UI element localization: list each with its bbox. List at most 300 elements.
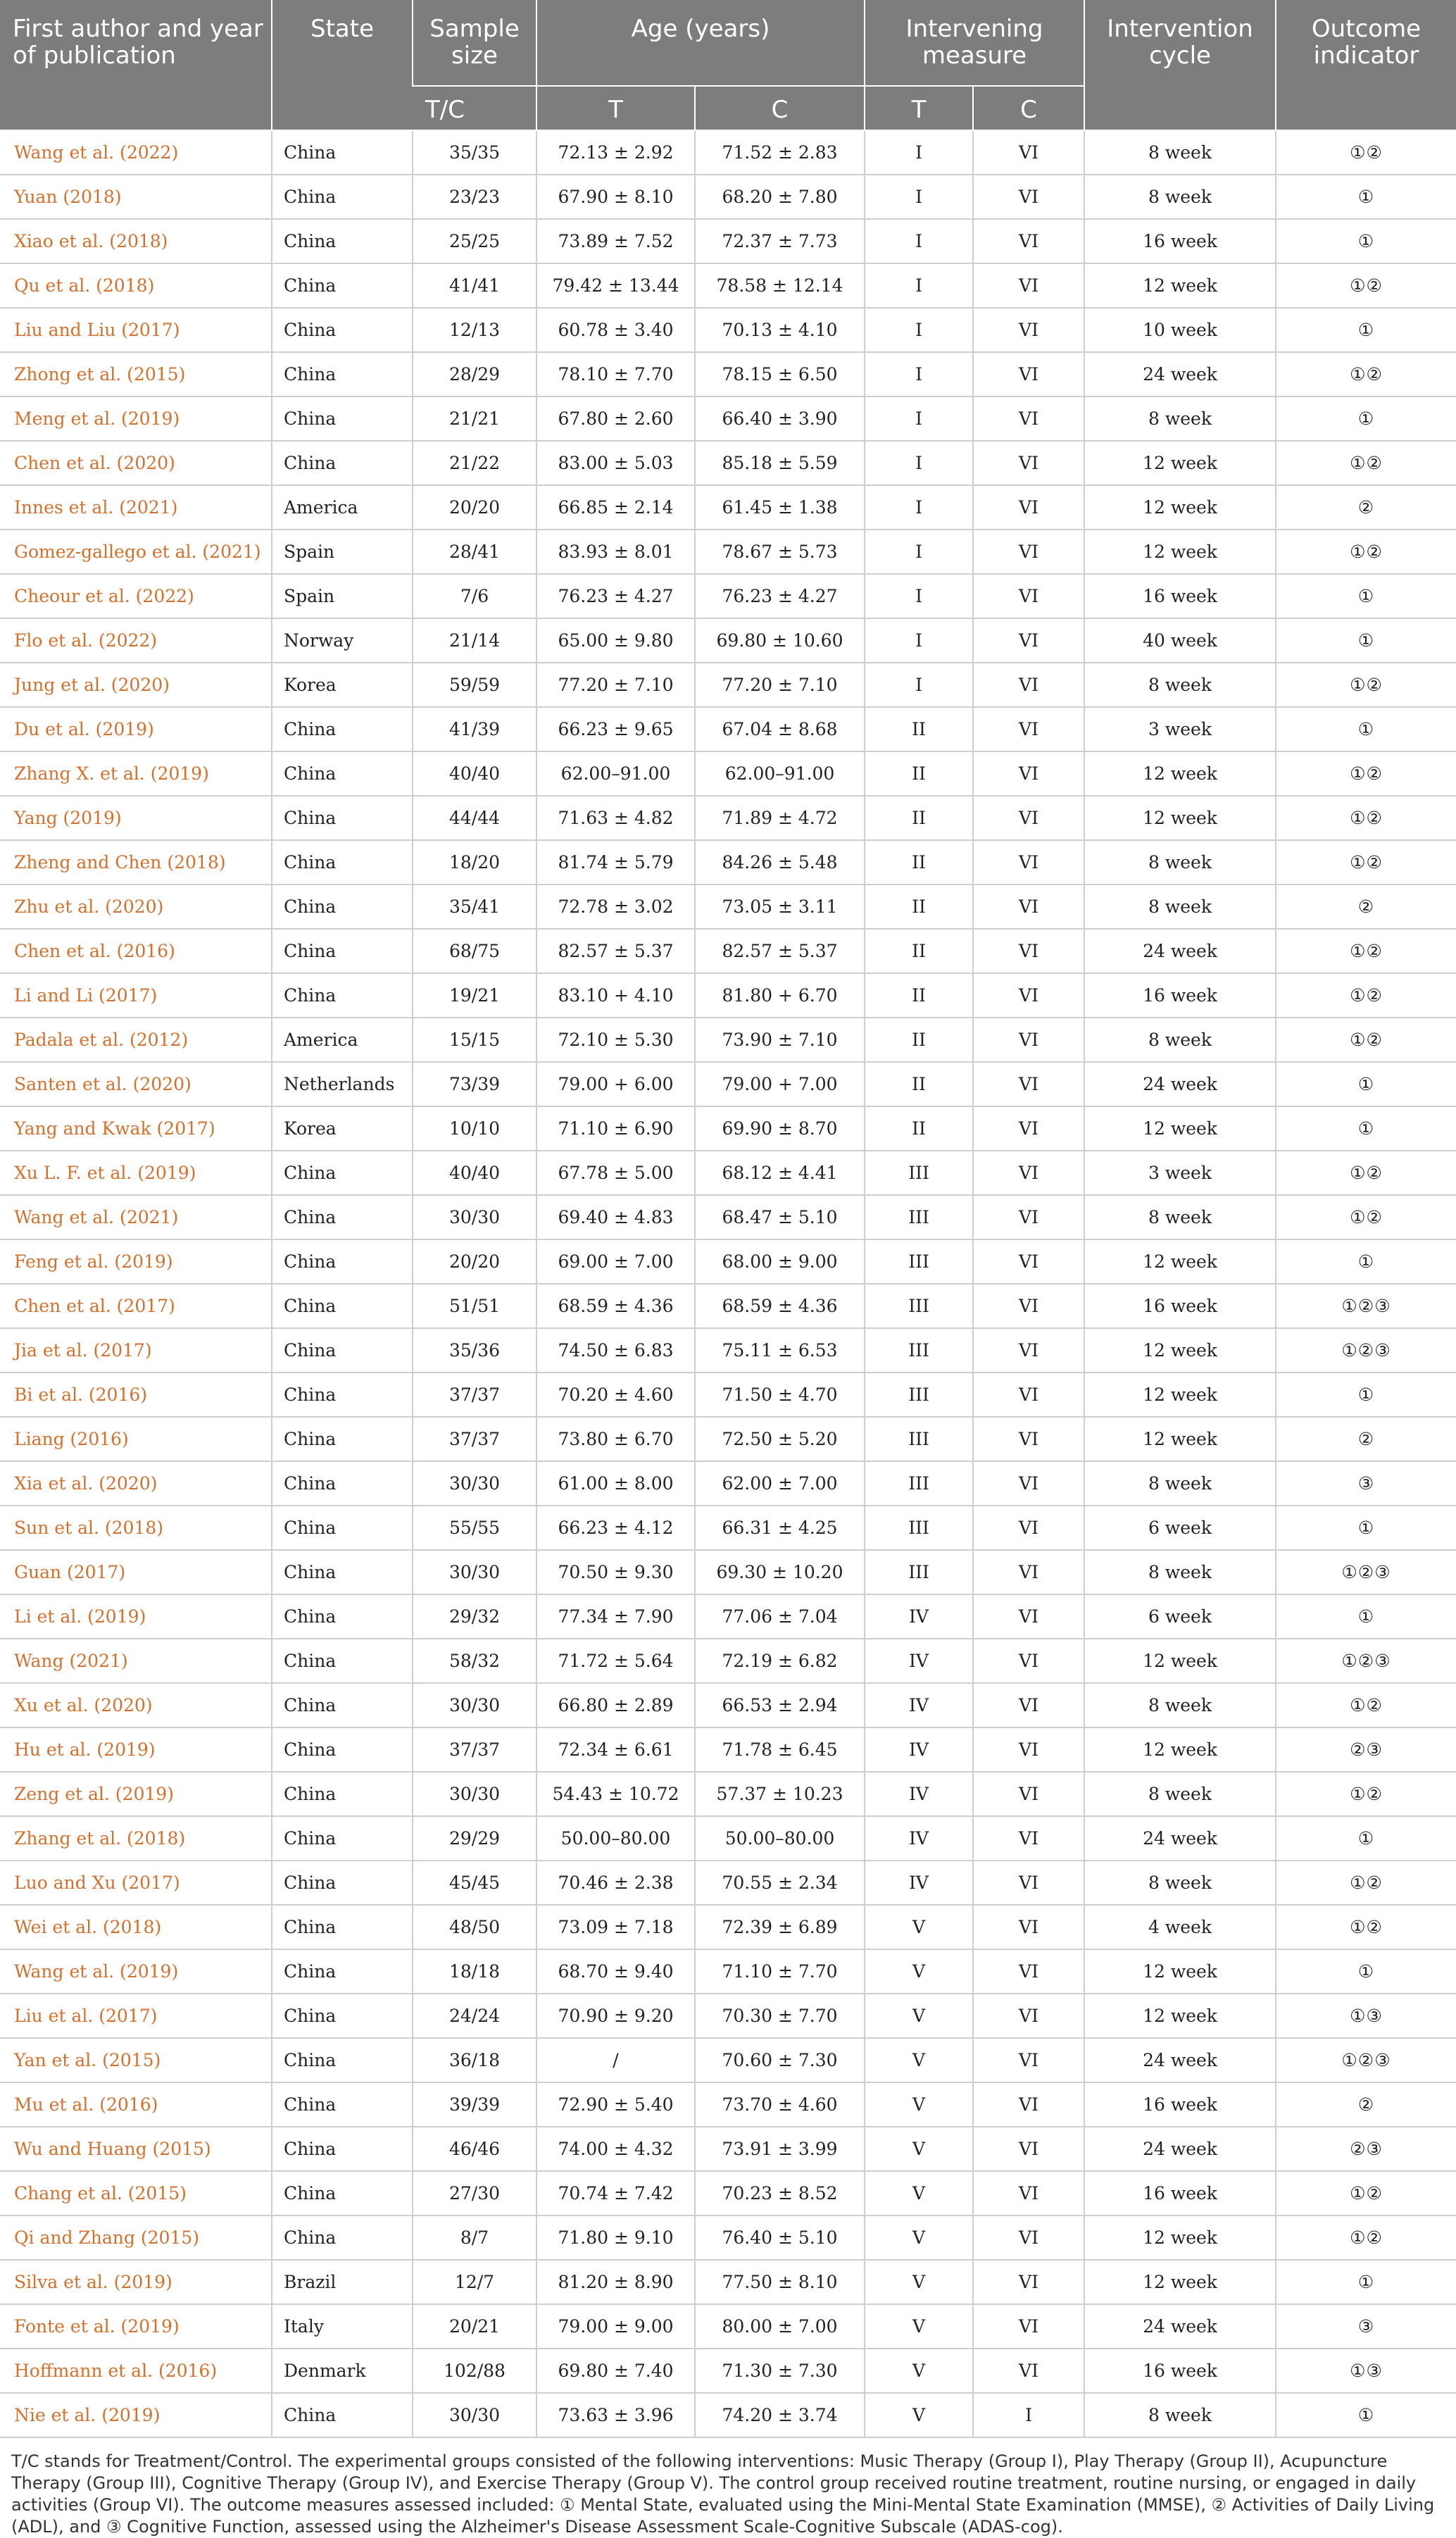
age-c-cell: 71.50 ± 4.70 — [695, 1373, 865, 1417]
age-t-cell: 71.63 ± 4.82 — [536, 796, 695, 840]
table-row — [0, 618, 1456, 663]
outcome-cell: ① — [1276, 2393, 1456, 2437]
table-row — [0, 1816, 1456, 1861]
measure-c-cell: VI — [973, 2349, 1084, 2393]
cycle-cell: 8 week — [1084, 175, 1276, 219]
measure-t-cell: V — [865, 2393, 973, 2437]
outcome-cell: ① — [1276, 2260, 1456, 2304]
sample-size-cell: 18/18 — [413, 1949, 536, 1994]
measure-c-cell: VI — [973, 1683, 1084, 1727]
cycle-cell: 8 week — [1084, 396, 1276, 441]
measure-t-cell: V — [865, 2349, 973, 2393]
outcome-cell: ① — [1276, 396, 1456, 441]
measure-t-cell: III — [865, 1550, 973, 1594]
sample-size-cell: 10/10 — [413, 1106, 536, 1151]
sample-size-cell: 55/55 — [413, 1506, 536, 1550]
age-t-cell: 61.00 ± 8.00 — [536, 1461, 695, 1506]
author-cell[interactable]: Wang (2021) — [0, 1639, 272, 1683]
sample-size-cell: 28/41 — [413, 530, 536, 574]
table-row — [0, 1772, 1456, 1816]
state-cell: China — [272, 1861, 413, 1905]
measure-t-cell: II — [865, 840, 973, 884]
measure-c-cell: VI — [973, 1018, 1084, 1062]
sample-size-cell: 44/44 — [413, 796, 536, 840]
sample-size-cell: 20/20 — [413, 485, 536, 530]
state-cell: China — [272, 175, 413, 219]
measure-c-cell: VI — [973, 1062, 1084, 1106]
outcome-cell: ②③ — [1276, 1727, 1456, 1772]
state-cell: China — [272, 352, 413, 396]
outcome-cell: ③ — [1276, 2304, 1456, 2349]
author-cell[interactable]: Silva et al. (2019) — [0, 2260, 272, 2304]
cycle-cell: 8 week — [1084, 1195, 1276, 1239]
author-cell[interactable]: Li et al. (2019) — [0, 1594, 272, 1639]
age-t-cell: 70.50 ± 9.30 — [536, 1550, 695, 1594]
sample-size-cell: 23/23 — [413, 175, 536, 219]
cycle-cell: 24 week — [1084, 2038, 1276, 2082]
measure-t-cell: IV — [865, 1683, 973, 1727]
age-c-cell: 68.20 ± 7.80 — [695, 175, 865, 219]
author-cell[interactable]: Xu L. F. et al. (2019) — [0, 1151, 272, 1195]
table-row — [0, 884, 1456, 929]
cycle-cell: 12 week — [1084, 2215, 1276, 2260]
table-row — [0, 396, 1456, 441]
table-row — [0, 2215, 1456, 2260]
outcome-cell: ①② — [1276, 130, 1456, 175]
age-t-cell: 73.09 ± 7.18 — [536, 1905, 695, 1949]
age-c-cell: 68.59 ± 4.36 — [695, 1284, 865, 1328]
author-cell[interactable]: Liu et al. (2017) — [0, 1994, 272, 2038]
author-cell[interactable]: Qu et al. (2018) — [0, 263, 272, 308]
measure-t-cell: III — [865, 1151, 973, 1195]
author-cell[interactable]: Innes et al. (2021) — [0, 485, 272, 530]
header-age-t: T — [536, 86, 695, 130]
measure-c-cell: VI — [973, 1373, 1084, 1417]
author-cell[interactable]: Chen et al. (2017) — [0, 1284, 272, 1328]
age-c-cell: 61.45 ± 1.38 — [695, 485, 865, 530]
cycle-cell: 16 week — [1084, 2349, 1276, 2393]
age-t-cell: 60.78 ± 3.40 — [536, 308, 695, 352]
outcome-cell: ① — [1276, 1506, 1456, 1550]
author-cell[interactable]: Fonte et al. (2019) — [0, 2304, 272, 2349]
sample-size-cell: 25/25 — [413, 219, 536, 263]
measure-t-cell: I — [865, 263, 973, 308]
cycle-cell: 3 week — [1084, 1151, 1276, 1195]
table-row — [0, 707, 1456, 751]
state-cell: China — [272, 751, 413, 796]
measure-c-cell: VI — [973, 2260, 1084, 2304]
age-t-cell: 62.00–91.00 — [536, 751, 695, 796]
sample-size-cell: 46/46 — [413, 2127, 536, 2171]
measure-c-cell: VI — [973, 707, 1084, 751]
state-cell: China — [272, 1683, 413, 1727]
age-c-cell: 76.23 ± 4.27 — [695, 574, 865, 618]
cycle-cell: 16 week — [1084, 219, 1276, 263]
cycle-cell: 12 week — [1084, 796, 1276, 840]
outcome-cell: ①② — [1276, 796, 1456, 840]
table-row — [0, 1550, 1456, 1594]
measure-c-cell: VI — [973, 1905, 1084, 1949]
author-cell[interactable]: Wang et al. (2021) — [0, 1195, 272, 1239]
table-row — [0, 485, 1456, 530]
state-cell: China — [272, 1816, 413, 1861]
measure-c-cell: VI — [973, 840, 1084, 884]
measure-t-cell: III — [865, 1284, 973, 1328]
measure-c-cell: VI — [973, 263, 1084, 308]
outcome-cell: ①②③ — [1276, 2038, 1456, 2082]
header-sample-size: Sample size — [413, 0, 536, 86]
outcome-cell: ① — [1276, 707, 1456, 751]
state-cell: China — [272, 1639, 413, 1683]
cycle-cell: 24 week — [1084, 2127, 1276, 2171]
table-row — [0, 1195, 1456, 1239]
age-c-cell: 70.60 ± 7.30 — [695, 2038, 865, 2082]
cycle-cell: 8 week — [1084, 1461, 1276, 1506]
author-cell[interactable]: Zhong et al. (2015) — [0, 352, 272, 396]
age-c-cell: 79.00 + 7.00 — [695, 1062, 865, 1106]
measure-t-cell: V — [865, 1949, 973, 1994]
author-cell[interactable]: Chen et al. (2020) — [0, 441, 272, 485]
author-cell[interactable]: Gomez-gallego et al. (2021) — [0, 530, 272, 574]
author-cell[interactable]: Yang (2019) — [0, 796, 272, 840]
cycle-cell: 16 week — [1084, 1284, 1276, 1328]
age-c-cell: 82.57 ± 5.37 — [695, 929, 865, 973]
age-c-cell: 75.11 ± 6.53 — [695, 1328, 865, 1373]
measure-t-cell: V — [865, 2127, 973, 2171]
outcome-cell: ②③ — [1276, 2127, 1456, 2171]
state-cell: China — [272, 2171, 413, 2215]
state-cell: China — [272, 263, 413, 308]
measure-t-cell: I — [865, 485, 973, 530]
age-t-cell: 67.78 ± 5.00 — [536, 1151, 695, 1195]
measure-c-cell: VI — [973, 929, 1084, 973]
measure-c-cell: VI — [973, 574, 1084, 618]
author-cell[interactable]: Liu and Liu (2017) — [0, 308, 272, 352]
measure-c-cell: VI — [973, 1284, 1084, 1328]
age-c-cell: 84.26 ± 5.48 — [695, 840, 865, 884]
author-cell[interactable]: Jia et al. (2017) — [0, 1328, 272, 1373]
cycle-cell: 12 week — [1084, 1106, 1276, 1151]
cycle-cell: 24 week — [1084, 1062, 1276, 1106]
author-cell[interactable]: Meng et al. (2019) — [0, 396, 272, 441]
age-c-cell: 74.20 ± 3.74 — [695, 2393, 865, 2437]
outcome-cell: ①② — [1276, 2171, 1456, 2215]
measure-c-cell: VI — [973, 1328, 1084, 1373]
age-t-cell: 74.00 ± 4.32 — [536, 2127, 695, 2171]
author-cell[interactable]: Xia et al. (2020) — [0, 1461, 272, 1506]
age-c-cell: 71.78 ± 6.45 — [695, 1727, 865, 1772]
measure-t-cell: II — [865, 1106, 973, 1151]
measure-t-cell: II — [865, 1062, 973, 1106]
measure-c-cell: VI — [973, 1639, 1084, 1683]
age-t-cell: 54.43 ± 10.72 — [536, 1772, 695, 1816]
cycle-cell: 8 week — [1084, 663, 1276, 707]
outcome-cell: ② — [1276, 485, 1456, 530]
table-row — [0, 1151, 1456, 1195]
table-row — [0, 2393, 1456, 2437]
age-c-cell: 62.00–91.00 — [695, 751, 865, 796]
table-row — [0, 1639, 1456, 1683]
age-t-cell: 72.10 ± 5.30 — [536, 1018, 695, 1062]
age-t-cell: 67.90 ± 8.10 — [536, 175, 695, 219]
cycle-cell: 10 week — [1084, 308, 1276, 352]
author-cell[interactable]: Zeng et al. (2019) — [0, 1772, 272, 1816]
state-cell: China — [272, 1417, 413, 1461]
age-t-cell: 83.93 ± 8.01 — [536, 530, 695, 574]
author-cell[interactable]: Bi et al. (2016) — [0, 1373, 272, 1417]
age-c-cell: 69.90 ± 8.70 — [695, 1106, 865, 1151]
author-cell[interactable]: Yan et al. (2015) — [0, 2038, 272, 2082]
state-cell: China — [272, 1284, 413, 1328]
measure-c-cell: VI — [973, 751, 1084, 796]
age-c-cell: 68.47 ± 5.10 — [695, 1195, 865, 1239]
state-cell: China — [272, 973, 413, 1018]
measure-t-cell: IV — [865, 1594, 973, 1639]
sample-size-cell: 30/30 — [413, 1550, 536, 1594]
sample-size-cell: 37/37 — [413, 1373, 536, 1417]
author-cell[interactable]: Chen et al. (2016) — [0, 929, 272, 973]
cycle-cell: 12 week — [1084, 441, 1276, 485]
table-row — [0, 1949, 1456, 1994]
author-cell[interactable]: Wang et al. (2019) — [0, 1949, 272, 1994]
author-cell[interactable]: Flo et al. (2022) — [0, 618, 272, 663]
sample-size-cell: 45/45 — [413, 1861, 536, 1905]
age-c-cell: 78.58 ± 12.14 — [695, 263, 865, 308]
table-row — [0, 1106, 1456, 1151]
measure-c-cell: VI — [973, 884, 1084, 929]
outcome-cell: ① — [1276, 1816, 1456, 1861]
author-cell[interactable]: Hoffmann et al. (2016) — [0, 2349, 272, 2393]
table-row — [0, 2349, 1456, 2393]
state-cell: China — [272, 884, 413, 929]
table-row — [0, 751, 1456, 796]
cycle-cell: 24 week — [1084, 1816, 1276, 1861]
age-t-cell: 66.23 ± 9.65 — [536, 707, 695, 751]
author-cell[interactable]: Xu et al. (2020) — [0, 1683, 272, 1727]
author-cell[interactable]: Nie et al. (2019) — [0, 2393, 272, 2437]
sample-size-cell: 58/32 — [413, 1639, 536, 1683]
age-c-cell: 78.15 ± 6.50 — [695, 352, 865, 396]
table-row — [0, 1506, 1456, 1550]
table-row — [0, 1994, 1456, 2038]
table-row — [0, 2260, 1456, 2304]
measure-c-cell: VI — [973, 2304, 1084, 2349]
outcome-cell: ①② — [1276, 1905, 1456, 1949]
measure-c-cell: VI — [973, 1461, 1084, 1506]
cycle-cell: 12 week — [1084, 2260, 1276, 2304]
author-cell[interactable]: Zhang et al. (2018) — [0, 1816, 272, 1861]
state-cell: China — [272, 2082, 413, 2127]
author-cell[interactable]: Luo and Xu (2017) — [0, 1861, 272, 1905]
measure-c-cell: VI — [973, 2171, 1084, 2215]
author-cell[interactable]: Zheng and Chen (2018) — [0, 840, 272, 884]
age-c-cell: 73.05 ± 3.11 — [695, 884, 865, 929]
measure-t-cell: I — [865, 308, 973, 352]
table-body — [0, 130, 1456, 2437]
cycle-cell: 12 week — [1084, 1373, 1276, 1417]
author-cell[interactable]: Padala et al. (2012) — [0, 1018, 272, 1062]
outcome-cell: ① — [1276, 1239, 1456, 1284]
age-t-cell: 81.74 ± 5.79 — [536, 840, 695, 884]
sample-size-cell: 29/32 — [413, 1594, 536, 1639]
measure-t-cell: II — [865, 707, 973, 751]
state-cell: China — [272, 1506, 413, 1550]
age-t-cell: 68.70 ± 9.40 — [536, 1949, 695, 1994]
outcome-cell: ①② — [1276, 352, 1456, 396]
state-cell: China — [272, 1461, 413, 1506]
author-cell[interactable]: Sun et al. (2018) — [0, 1506, 272, 1550]
state-cell: Denmark — [272, 2349, 413, 2393]
age-t-cell: 69.80 ± 7.40 — [536, 2349, 695, 2393]
measure-t-cell: III — [865, 1328, 973, 1373]
header-intervening-measure: Intervening measure — [865, 0, 1084, 86]
author-cell[interactable]: Du et al. (2019) — [0, 707, 272, 751]
age-t-cell: 71.80 ± 9.10 — [536, 2215, 695, 2260]
measure-t-cell: III — [865, 1239, 973, 1284]
measure-t-cell: V — [865, 1905, 973, 1949]
author-cell[interactable]: Santen et al. (2020) — [0, 1062, 272, 1106]
author-cell[interactable]: Feng et al. (2019) — [0, 1239, 272, 1284]
table-row — [0, 1417, 1456, 1461]
author-cell[interactable]: Yuan (2018) — [0, 175, 272, 219]
age-c-cell: 78.67 ± 5.73 — [695, 530, 865, 574]
table-row — [0, 175, 1456, 219]
author-cell[interactable]: Mu et al. (2016) — [0, 2082, 272, 2127]
measure-t-cell: V — [865, 2082, 973, 2127]
author-cell[interactable]: Zhu et al. (2020) — [0, 884, 272, 929]
author-cell[interactable]: Chang et al. (2015) — [0, 2171, 272, 2215]
cycle-cell: 12 week — [1084, 1417, 1276, 1461]
outcome-cell: ① — [1276, 219, 1456, 263]
age-t-cell: 73.89 ± 7.52 — [536, 219, 695, 263]
outcome-cell: ①② — [1276, 1683, 1456, 1727]
measure-t-cell: V — [865, 2171, 973, 2215]
measure-t-cell: I — [865, 574, 973, 618]
author-cell[interactable]: Hu et al. (2019) — [0, 1727, 272, 1772]
cycle-cell: 12 week — [1084, 1239, 1276, 1284]
outcome-cell: ①② — [1276, 441, 1456, 485]
author-cell[interactable]: Qi and Zhang (2015) — [0, 2215, 272, 2260]
age-t-cell: 81.20 ± 8.90 — [536, 2260, 695, 2304]
age-c-cell: 77.06 ± 7.04 — [695, 1594, 865, 1639]
state-cell: China — [272, 396, 413, 441]
measure-t-cell: II — [865, 751, 973, 796]
measure-t-cell: I — [865, 175, 973, 219]
age-c-cell: 66.40 ± 3.90 — [695, 396, 865, 441]
state-cell: China — [272, 308, 413, 352]
age-t-cell: 70.46 ± 2.38 — [536, 1861, 695, 1905]
cycle-cell: 8 week — [1084, 130, 1276, 175]
sample-size-cell: 8/7 — [413, 2215, 536, 2260]
age-c-cell: 66.53 ± 2.94 — [695, 1683, 865, 1727]
measure-t-cell: II — [865, 796, 973, 840]
outcome-cell: ①② — [1276, 663, 1456, 707]
table-row — [0, 530, 1456, 574]
outcome-cell: ①② — [1276, 530, 1456, 574]
age-t-cell: 70.20 ± 4.60 — [536, 1373, 695, 1417]
measure-t-cell: I — [865, 530, 973, 574]
author-cell[interactable]: Liang (2016) — [0, 1417, 272, 1461]
outcome-cell: ① — [1276, 1373, 1456, 1417]
sample-size-cell: 36/18 — [413, 2038, 536, 2082]
measure-c-cell: VI — [973, 1949, 1084, 1994]
age-t-cell: 72.13 ± 2.92 — [536, 130, 695, 175]
sample-size-cell: 30/30 — [413, 1195, 536, 1239]
outcome-cell: ①② — [1276, 1861, 1456, 1905]
state-cell: China — [272, 929, 413, 973]
measure-c-cell: VI — [973, 1772, 1084, 1816]
author-cell[interactable]: Wu and Huang (2015) — [0, 2127, 272, 2171]
table-row — [0, 2304, 1456, 2349]
author-cell[interactable]: Wei et al. (2018) — [0, 1905, 272, 1949]
cycle-cell: 12 week — [1084, 485, 1276, 530]
author-cell[interactable]: Zhang X. et al. (2019) — [0, 751, 272, 796]
cycle-cell: 16 week — [1084, 574, 1276, 618]
author-cell[interactable]: Yang and Kwak (2017) — [0, 1106, 272, 1151]
outcome-cell: ①② — [1276, 973, 1456, 1018]
outcome-cell: ①③ — [1276, 2349, 1456, 2393]
cycle-cell: 24 week — [1084, 929, 1276, 973]
sample-size-cell: 35/35 — [413, 130, 536, 175]
sample-size-cell: 20/20 — [413, 1239, 536, 1284]
outcome-cell: ① — [1276, 1594, 1456, 1639]
cycle-cell: 12 week — [1084, 530, 1276, 574]
table-row — [0, 2127, 1456, 2171]
age-t-cell: 66.80 ± 2.89 — [536, 1683, 695, 1727]
sample-size-cell: 21/22 — [413, 441, 536, 485]
sample-size-cell: 24/24 — [413, 1994, 536, 2038]
age-c-cell: 80.00 ± 7.00 — [695, 2304, 865, 2349]
author-cell[interactable]: Wang et al. (2022) — [0, 130, 272, 175]
measure-t-cell: I — [865, 663, 973, 707]
sample-size-cell: 37/37 — [413, 1727, 536, 1772]
outcome-cell: ①②③ — [1276, 1550, 1456, 1594]
state-cell: China — [272, 130, 413, 175]
measure-t-cell: III — [865, 1461, 973, 1506]
sample-size-cell: 27/30 — [413, 2171, 536, 2215]
measure-t-cell: I — [865, 130, 973, 175]
table-row — [0, 1861, 1456, 1905]
age-t-cell: 71.72 ± 5.64 — [536, 1639, 695, 1683]
sample-size-cell: 51/51 — [413, 1284, 536, 1328]
outcome-cell: ①② — [1276, 1018, 1456, 1062]
age-c-cell: 85.18 ± 5.59 — [695, 441, 865, 485]
author-cell[interactable]: Jung et al. (2020) — [0, 663, 272, 707]
state-cell: China — [272, 1949, 413, 1994]
age-t-cell: 77.20 ± 7.10 — [536, 663, 695, 707]
cycle-cell: 24 week — [1084, 2304, 1276, 2349]
state-cell: Korea — [272, 1106, 413, 1151]
state-cell: China — [272, 219, 413, 263]
age-t-cell: 76.23 ± 4.27 — [536, 574, 695, 618]
author-cell[interactable]: Cheour et al. (2022) — [0, 574, 272, 618]
outcome-cell: ① — [1276, 1949, 1456, 1994]
cycle-cell: 12 week — [1084, 263, 1276, 308]
table-row — [0, 308, 1456, 352]
outcome-cell: ①③ — [1276, 1994, 1456, 2038]
table-header — [0, 0, 1456, 130]
sample-size-cell: 21/21 — [413, 396, 536, 441]
table-row — [0, 1062, 1456, 1106]
measure-t-cell: I — [865, 396, 973, 441]
author-cell[interactable]: Li and Li (2017) — [0, 973, 272, 1018]
measure-c-cell: VI — [973, 973, 1084, 1018]
state-cell: Korea — [272, 663, 413, 707]
author-cell[interactable]: Guan (2017) — [0, 1550, 272, 1594]
table-row — [0, 219, 1456, 263]
table-row — [0, 929, 1456, 973]
author-cell[interactable]: Xiao et al. (2018) — [0, 219, 272, 263]
